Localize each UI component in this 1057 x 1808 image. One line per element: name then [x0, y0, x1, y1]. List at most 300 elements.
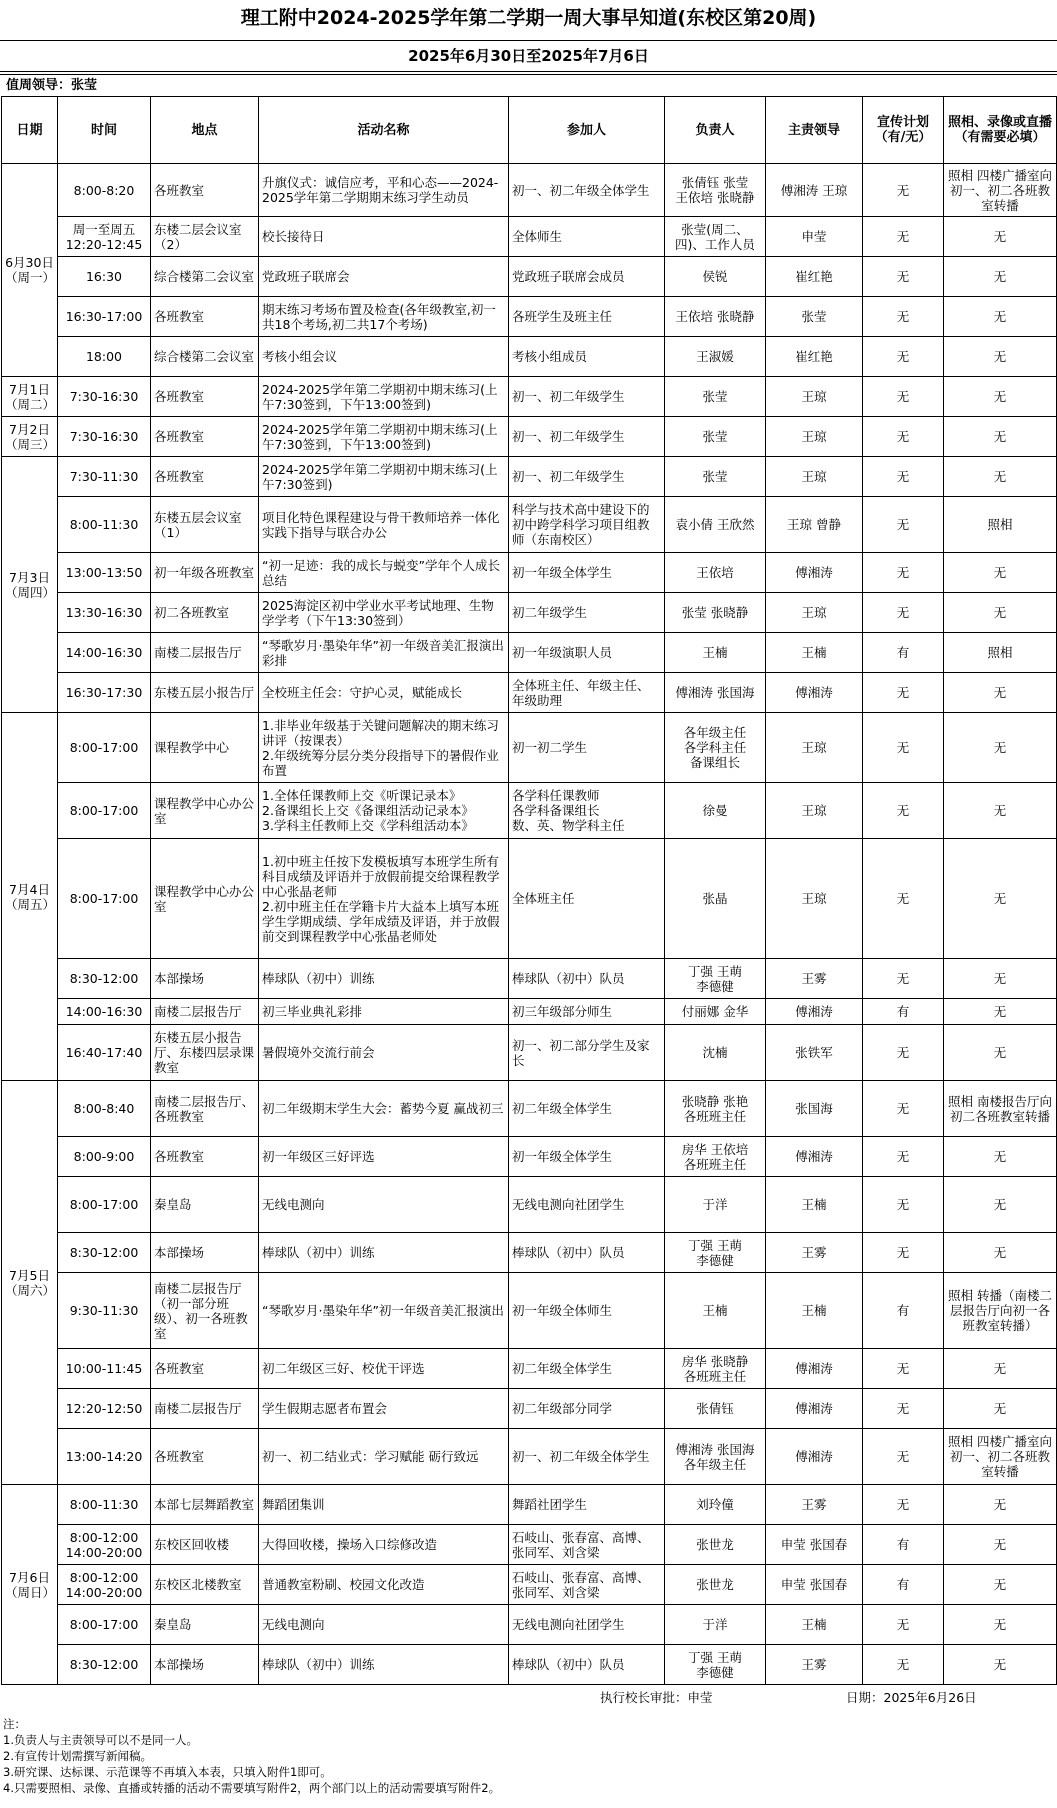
cell-responsible: 张莹 — [665, 377, 766, 417]
cell-media: 无 — [944, 673, 1057, 713]
cell-participants: 初一、初二年级学生 — [509, 457, 665, 497]
cell-lead: 王琼 曾静 — [766, 497, 863, 553]
cell-time: 13:30-16:30 — [58, 593, 151, 633]
cell-lead: 王琼 — [766, 457, 863, 497]
cell-publicity: 有 — [863, 1565, 944, 1605]
cell-activity: 初三毕业典礼彩排 — [259, 999, 509, 1025]
header-responsible: 负责人 — [665, 97, 766, 164]
table-row — [2, 377, 1057, 417]
cell-participants: 考核小组成员 — [509, 337, 665, 377]
table-row — [2, 1081, 1057, 1137]
cell-publicity: 无 — [863, 1389, 944, 1429]
cell-publicity: 无 — [863, 257, 944, 297]
cell-time: 8:00-11:30 — [58, 497, 151, 553]
cell-date: 6月30日 （周一） — [2, 164, 58, 377]
table-row — [2, 1273, 1057, 1349]
cell-publicity: 有 — [863, 1273, 944, 1349]
cell-time: 9:30-11:30 — [58, 1273, 151, 1349]
cell-publicity: 无 — [863, 1485, 944, 1525]
cell-place: 本部操场 — [151, 1645, 259, 1685]
cell-participants: 初一、初二年级学生 — [509, 417, 665, 457]
cell-lead: 王琼 — [766, 713, 863, 783]
cell-responsible: 张莹(周二、四)、工作人员 — [665, 217, 766, 257]
cell-media: 无 — [944, 1485, 1057, 1525]
cell-activity: 暑假境外交流行前会 — [259, 1025, 509, 1081]
cell-time: 7:30-11:30 — [58, 457, 151, 497]
header-activity: 活动名称 — [259, 97, 509, 164]
table-row — [2, 633, 1057, 673]
header-publicity: 宣传计划 （有/无） — [863, 97, 944, 164]
table-row — [2, 297, 1057, 337]
cell-media: 无 — [944, 959, 1057, 999]
cell-activity: 初二年级区三好、校优干评选 — [259, 1349, 509, 1389]
cell-media: 无 — [944, 1025, 1057, 1081]
cell-responsible: 张世龙 — [665, 1525, 766, 1565]
cell-responsible: 王依培 张晓静 — [665, 297, 766, 337]
cell-lead: 王琼 — [766, 839, 863, 959]
cell-media: 无 — [944, 783, 1057, 839]
cell-media: 无 — [944, 999, 1057, 1025]
table-row — [2, 553, 1057, 593]
cell-media: 无 — [944, 593, 1057, 633]
cell-place: 南楼二层报告厅 — [151, 999, 259, 1025]
cell-media: 无 — [944, 1233, 1057, 1273]
cell-lead: 王楠 — [766, 633, 863, 673]
cell-lead: 王琼 — [766, 593, 863, 633]
cell-media: 照相 — [944, 497, 1057, 553]
cell-place: 各班教室 — [151, 1137, 259, 1177]
cell-place: 秦皇岛 — [151, 1605, 259, 1645]
cell-activity: 1.初中班主任按下发模板填写本班学生所有科目成绩及评语并于放假前提交给课程教学中心张晶老师 2.初中班主任在学籍卡片大益本上填写本班学生学期成绩、学年成绩及评语，并于放假前交到课程教学中心张晶老师处 — [259, 839, 509, 959]
cell-participants: 初一、初二年级全体学生 — [509, 164, 665, 217]
cell-participants: 无线电测向社团学生 — [509, 1605, 665, 1645]
table-row — [2, 1645, 1057, 1685]
cell-responsible: 刘玲僮 — [665, 1485, 766, 1525]
cell-activity: 1.全体任课教师上交《听课记录本》 2.备课组长上交《备课组活动记录本》 3.学科主任教师上交《学科组活动本》 — [259, 783, 509, 839]
cell-participants: 全体班主任、年级主任、年级助理 — [509, 673, 665, 713]
header-participants: 参加人 — [509, 97, 665, 164]
cell-publicity: 无 — [863, 1081, 944, 1137]
cell-time: 8:00-17:00 — [58, 839, 151, 959]
cell-place: 南楼二层报告厅 — [151, 633, 259, 673]
cell-time: 8:00-17:00 — [58, 1605, 151, 1645]
cell-activity: 初一、初二结业式：学习赋能 砺行致远 — [259, 1429, 509, 1485]
table-row — [2, 1485, 1057, 1525]
cell-date: 7月4日 （周五） — [2, 713, 58, 1081]
cell-time: 14:00-16:30 — [58, 999, 151, 1025]
cell-time: 18:00 — [58, 337, 151, 377]
cell-time: 16:40-17:40 — [58, 1025, 151, 1081]
cell-publicity: 无 — [863, 713, 944, 783]
cell-responsible: 丁强 王萌 李德健 — [665, 1645, 766, 1685]
cell-responsible: 张莹 张晓静 — [665, 593, 766, 633]
cell-lead: 王琼 — [766, 417, 863, 457]
cell-place: 各班教室 — [151, 457, 259, 497]
cell-activity: 2024-2025学年第二学期初中期末练习(上午7:30签到) — [259, 457, 509, 497]
cell-publicity: 无 — [863, 377, 944, 417]
table-row — [2, 164, 1057, 217]
schedule-body — [2, 164, 1057, 1685]
cell-responsible: 房华 张晓静 各班班主任 — [665, 1349, 766, 1389]
header-media: 照相、录像或直播（有需要必填） — [944, 97, 1057, 164]
cell-participants: 党政班子联席会成员 — [509, 257, 665, 297]
cell-place: 课程教学中心 — [151, 713, 259, 783]
cell-participants: 石岐山、张春富、高博、张同军、刘含梁 — [509, 1565, 665, 1605]
cell-time: 8:30-12:00 — [58, 1645, 151, 1685]
cell-responsible: 各年级主任 各学科主任 备课组长 — [665, 713, 766, 783]
cell-responsible: 丁强 王萌 李德健 — [665, 959, 766, 999]
cell-activity: 棒球队（初中）训练 — [259, 1233, 509, 1273]
header-row — [2, 97, 1057, 164]
cell-place: 本部操场 — [151, 1233, 259, 1273]
cell-date: 7月6日 （周日） — [2, 1485, 58, 1685]
cell-time: 12:20-12:50 — [58, 1389, 151, 1429]
cell-time: 7:30-16:30 — [58, 377, 151, 417]
table-row — [2, 839, 1057, 959]
cell-media: 无 — [944, 377, 1057, 417]
table-row — [2, 1233, 1057, 1273]
table-row — [2, 497, 1057, 553]
cell-media: 无 — [944, 457, 1057, 497]
cell-date: 7月5日 （周六） — [2, 1081, 58, 1485]
table-row — [2, 1025, 1057, 1081]
cell-lead: 张铁军 — [766, 1025, 863, 1081]
cell-time: 13:00-14:20 — [58, 1429, 151, 1485]
cell-responsible: 张世龙 — [665, 1565, 766, 1605]
cell-participants: 初一年级演职人员 — [509, 633, 665, 673]
cell-time: 14:00-16:30 — [58, 633, 151, 673]
cell-publicity: 无 — [863, 457, 944, 497]
cell-participants: 全体班主任 — [509, 839, 665, 959]
cell-media: 照相 南楼报告厅向初二各班教室转播 — [944, 1081, 1057, 1137]
cell-lead: 王雾 — [766, 959, 863, 999]
table-row — [2, 1349, 1057, 1389]
cell-lead: 申莹 — [766, 217, 863, 257]
cell-place: 各班教室 — [151, 417, 259, 457]
cell-participants: 棒球队（初中）队员 — [509, 959, 665, 999]
table-row — [2, 1429, 1057, 1485]
cell-activity: 2025海淀区初中学业水平考试地理、生物学学考（下午13:30签到） — [259, 593, 509, 633]
cell-participants: 棒球队（初中）队员 — [509, 1645, 665, 1685]
cell-lead: 王楠 — [766, 1177, 863, 1233]
cell-place: 南楼二层报告厅、各班教室 — [151, 1081, 259, 1137]
cell-participants: 舞蹈社团学生 — [509, 1485, 665, 1525]
cell-participants: 科学与技术高中建设下的初中跨学科学习项目组教师（东南校区） — [509, 497, 665, 553]
cell-responsible: 傅湘涛 张国海 — [665, 673, 766, 713]
cell-responsible: 张倩钰 张莹 王依培 张晓静 — [665, 164, 766, 217]
cell-activity: “琴歌岁月·墨染年华”初一年级音美汇报演出 — [259, 1273, 509, 1349]
table-row — [2, 1525, 1057, 1565]
table-row — [2, 1177, 1057, 1233]
header-time: 时间 — [58, 97, 151, 164]
cell-place: 本部七层舞蹈教室 — [151, 1485, 259, 1525]
cell-place: 各班教室 — [151, 297, 259, 337]
cell-publicity: 无 — [863, 1137, 944, 1177]
header-place: 地点 — [151, 97, 259, 164]
header-date: 日期 — [2, 97, 58, 164]
cell-lead: 傅湘涛 — [766, 999, 863, 1025]
cell-lead: 王雾 — [766, 1645, 863, 1685]
cell-responsible: 付丽娜 金华 — [665, 999, 766, 1025]
cell-time: 8:00-8:20 — [58, 164, 151, 217]
cell-date: 7月1日 （周二） — [2, 377, 58, 417]
cell-place: 东楼五层会议室（1） — [151, 497, 259, 553]
cell-publicity: 无 — [863, 839, 944, 959]
cell-place: 东楼二层会议室（2） — [151, 217, 259, 257]
cell-media: 无 — [944, 839, 1057, 959]
cell-media: 无 — [944, 1177, 1057, 1233]
cell-activity: 无线电测向 — [259, 1605, 509, 1645]
cell-publicity: 无 — [863, 1025, 944, 1081]
cell-activity: 无线电测向 — [259, 1177, 509, 1233]
cell-place: 秦皇岛 — [151, 1177, 259, 1233]
cell-place: 本部操场 — [151, 959, 259, 999]
cell-date: 7月3日 （周四） — [2, 457, 58, 713]
cell-lead: 傅湘涛 — [766, 553, 863, 593]
cell-place: 南楼二层报告厅 — [151, 1389, 259, 1429]
cell-media: 无 — [944, 337, 1057, 377]
cell-responsible: 沈楠 — [665, 1025, 766, 1081]
cell-participants: 无线电测向社团学生 — [509, 1177, 665, 1233]
cell-activity: 大得回收楼，操场入口综修改造 — [259, 1525, 509, 1565]
cell-participants: 石岐山、张春富、高博、张同军、刘含梁 — [509, 1525, 665, 1565]
cell-responsible: 张莹 — [665, 417, 766, 457]
cell-lead: 张国海 — [766, 1081, 863, 1137]
cell-media: 无 — [944, 257, 1057, 297]
cell-activity: 棒球队（初中）训练 — [259, 959, 509, 999]
table-row — [2, 713, 1057, 783]
table-row — [2, 999, 1057, 1025]
cell-publicity: 有 — [863, 999, 944, 1025]
note-line: 注： — [3, 1717, 26, 1731]
cell-place: 东楼五层小报告厅 — [151, 673, 259, 713]
cell-time: 10:00-11:45 — [58, 1349, 151, 1389]
cell-place: 初二各班教室 — [151, 593, 259, 633]
notes — [3, 1716, 500, 1796]
table-row — [2, 457, 1057, 497]
note-line: 2.有宣传计划需撰写新闻稿。 — [3, 1749, 152, 1763]
cell-participants: 初一、初二部分学生及家长 — [509, 1025, 665, 1081]
cell-activity: “初一足迹：我的成长与蜕变”学年个人成长总结 — [259, 553, 509, 593]
cell-activity: 校长接待日 — [259, 217, 509, 257]
note-line: 1.负责人与主责领导可以不是同一人。 — [3, 1733, 198, 1747]
date-range: 2025年6月30日至2025年7月6日 — [0, 40, 1057, 72]
cell-lead: 王楠 — [766, 1273, 863, 1349]
cell-responsible: 王楠 — [665, 633, 766, 673]
approval: 执行校长审批：申莹 — [600, 1690, 713, 1705]
cell-media: 无 — [944, 1349, 1057, 1389]
cell-time: 周一至周五 12:20-12:45 — [58, 217, 151, 257]
cell-participants: 各班学生及班主任 — [509, 297, 665, 337]
table-row — [2, 417, 1057, 457]
table-row — [2, 593, 1057, 633]
cell-place: 东楼五层小报告厅、东楼四层录课教室 — [151, 1025, 259, 1081]
cell-time: 8:00-17:00 — [58, 1177, 151, 1233]
cell-publicity: 无 — [863, 417, 944, 457]
note-line: 4.只需要照相、录像、直播或转播的活动不需要填写附件2，两个部门以上的活动需要填写附件2。 — [3, 1781, 501, 1795]
cell-lead: 傅湘涛 — [766, 1389, 863, 1429]
cell-place: 南楼二层报告厅（初一部分班级）、初一各班教室 — [151, 1273, 259, 1349]
cell-place: 课程教学中心办公室 — [151, 783, 259, 839]
cell-activity: 1.非毕业年级基于关键问题解决的期末练习讲评（按课表） 2.年级统筹分层分类分段指导下的暑假作业布置 — [259, 713, 509, 783]
cell-publicity: 无 — [863, 553, 944, 593]
cell-time: 16:30-17:00 — [58, 297, 151, 337]
duty-leader: 值周领导：张莹 — [0, 74, 1057, 96]
cell-lead: 王雾 — [766, 1485, 863, 1525]
cell-responsible: 徐曼 — [665, 783, 766, 839]
cell-responsible: 张莹 — [665, 457, 766, 497]
table-row — [2, 217, 1057, 257]
cell-publicity: 有 — [863, 1525, 944, 1565]
cell-lead: 王琼 — [766, 377, 863, 417]
cell-time: 8:00-12:00 14:00-20:00 — [58, 1525, 151, 1565]
cell-time: 16:30-17:30 — [58, 673, 151, 713]
cell-media: 无 — [944, 297, 1057, 337]
cell-publicity: 无 — [863, 297, 944, 337]
cell-participants: 初三年级部分师生 — [509, 999, 665, 1025]
cell-time: 16:30 — [58, 257, 151, 297]
cell-activity: 期末练习考场布置及检查(各年级教室,初一共18个考场,初二共17个考场) — [259, 297, 509, 337]
cell-lead: 王雾 — [766, 1233, 863, 1273]
cell-publicity: 无 — [863, 164, 944, 217]
cell-lead: 申莹 张国春 — [766, 1525, 863, 1565]
cell-media: 照相 转播（南楼二层报告厅向初一各班教室转播） — [944, 1273, 1057, 1349]
cell-time: 8:30-12:00 — [58, 1233, 151, 1273]
cell-participants: 初一年级全体师生 — [509, 1273, 665, 1349]
cell-activity: 全校班主任会：守护心灵，赋能成长 — [259, 673, 509, 713]
cell-publicity: 无 — [863, 217, 944, 257]
cell-activity: “琴歌岁月·墨染年华”初一年级音美汇报演出彩排 — [259, 633, 509, 673]
cell-place: 各班教室 — [151, 377, 259, 417]
cell-publicity: 无 — [863, 1233, 944, 1273]
cell-responsible: 袁小倩 王欣然 — [665, 497, 766, 553]
cell-activity: 考核小组会议 — [259, 337, 509, 377]
cell-responsible: 王楠 — [665, 1273, 766, 1349]
cell-publicity: 无 — [863, 1645, 944, 1685]
cell-activity: 2024-2025学年第二学期初中期末练习(上午7:30签到，下午13:00签到) — [259, 417, 509, 457]
cell-participants: 初一、初二年级全体学生 — [509, 1429, 665, 1485]
cell-activity: 棒球队（初中）训练 — [259, 1645, 509, 1685]
table-row — [2, 1389, 1057, 1429]
cell-lead: 傅湘涛 — [766, 673, 863, 713]
cell-lead: 申莹 张国春 — [766, 1565, 863, 1605]
cell-date: 7月2日 （周三） — [2, 417, 58, 457]
cell-time: 8:00-9:00 — [58, 1137, 151, 1177]
cell-place: 各班教室 — [151, 1349, 259, 1389]
cell-media: 无 — [944, 217, 1057, 257]
page-title: 理工附中2024-2025学年第二学期一周大事早知道(东校区第20周) — [240, 7, 817, 29]
cell-place: 各班教室 — [151, 164, 259, 217]
cell-publicity: 无 — [863, 337, 944, 377]
cell-activity: 学生假期志愿者布置会 — [259, 1389, 509, 1429]
table-row — [2, 257, 1057, 297]
cell-media: 无 — [944, 1389, 1057, 1429]
cell-time: 8:00-12:00 14:00-20:00 — [58, 1565, 151, 1605]
cell-media: 照相 四楼广播室向初一、初二各班教室转播 — [944, 164, 1057, 217]
cell-publicity: 无 — [863, 593, 944, 633]
cell-activity: 初一年级区三好评选 — [259, 1137, 509, 1177]
cell-publicity: 无 — [863, 783, 944, 839]
cell-responsible: 于洋 — [665, 1605, 766, 1645]
cell-participants: 初二年级部分同学 — [509, 1389, 665, 1429]
cell-participants: 全体师生 — [509, 217, 665, 257]
cell-media: 无 — [944, 553, 1057, 593]
cell-lead: 崔红艳 — [766, 337, 863, 377]
cell-responsible: 张倩钰 — [665, 1389, 766, 1429]
cell-publicity: 无 — [863, 959, 944, 999]
cell-publicity: 有 — [863, 633, 944, 673]
cell-participants: 初一年级全体学生 — [509, 1137, 665, 1177]
cell-time: 8:00-11:30 — [58, 1485, 151, 1525]
note-line: 3.研究课、达标课、示范课等不再填入本表，只填入附件1即可。 — [3, 1765, 332, 1779]
cell-participants: 棒球队（初中）队员 — [509, 1233, 665, 1273]
cell-time: 7:30-16:30 — [58, 417, 151, 457]
cell-activity: 党政班子联席会 — [259, 257, 509, 297]
cell-lead: 王琼 — [766, 783, 863, 839]
cell-responsible: 傅湘涛 张国海 各年级主任 — [665, 1429, 766, 1485]
cell-lead: 王楠 — [766, 1605, 863, 1645]
cell-time: 13:00-13:50 — [58, 553, 151, 593]
cell-activity: 初二年级期末学生大会：蓄势今夏 赢战初三 — [259, 1081, 509, 1137]
table-row — [2, 959, 1057, 999]
cell-place: 综合楼第二会议室 — [151, 337, 259, 377]
cell-responsible: 房华 王依培 各班班主任 — [665, 1137, 766, 1177]
cell-responsible: 王依培 — [665, 553, 766, 593]
cell-time: 8:00-17:00 — [58, 713, 151, 783]
cell-lead: 傅湘涛 王琼 — [766, 164, 863, 217]
cell-publicity: 无 — [863, 1605, 944, 1645]
cell-participants: 初二年级学生 — [509, 593, 665, 633]
cell-media: 照相 四楼广播室向初一、初二各班教室转播 — [944, 1429, 1057, 1485]
cell-participants: 初二年级全体学生 — [509, 1349, 665, 1389]
cell-time: 8:00-8:40 — [58, 1081, 151, 1137]
cell-media: 无 — [944, 1645, 1057, 1685]
cell-place: 东校区北楼教室 — [151, 1565, 259, 1605]
table-row — [2, 1565, 1057, 1605]
cell-responsible: 张晓静 张艳 各班班主任 — [665, 1081, 766, 1137]
cell-activity: 普通教室粉刷、校园文化改造 — [259, 1565, 509, 1605]
cell-responsible: 于洋 — [665, 1177, 766, 1233]
schedule-table — [1, 96, 1057, 1685]
cell-responsible: 王淑媛 — [665, 337, 766, 377]
cell-lead: 傅湘涛 — [766, 1137, 863, 1177]
cell-lead: 崔红艳 — [766, 257, 863, 297]
cell-publicity: 无 — [863, 1177, 944, 1233]
cell-lead: 张莹 — [766, 297, 863, 337]
cell-media: 无 — [944, 1525, 1057, 1565]
cell-media: 无 — [944, 417, 1057, 457]
cell-participants: 各学科任课教师 各学科备课组长 数、英、物学科主任 — [509, 783, 665, 839]
cell-lead: 傅湘涛 — [766, 1429, 863, 1485]
header-lead: 主责领导 — [766, 97, 863, 164]
table-row — [2, 1605, 1057, 1645]
cell-lead: 傅湘涛 — [766, 1349, 863, 1389]
cell-media: 无 — [944, 713, 1057, 783]
cell-activity: 项目化特色课程建设与骨干教师培养一体化实践下指导与联合办公 — [259, 497, 509, 553]
cell-activity: 升旗仪式：诚信应考，平和心态——2024-2025学年第二学期期末练习学生动员 — [259, 164, 509, 217]
cell-publicity: 无 — [863, 673, 944, 713]
cell-time: 8:30-12:00 — [58, 959, 151, 999]
cell-publicity: 无 — [863, 1349, 944, 1389]
cell-publicity: 无 — [863, 1429, 944, 1485]
table-row — [2, 1137, 1057, 1177]
cell-time: 8:00-17:00 — [58, 783, 151, 839]
cell-activity: 舞蹈团集训 — [259, 1485, 509, 1525]
cell-publicity: 无 — [863, 497, 944, 553]
cell-place: 各班教室 — [151, 1429, 259, 1485]
cell-responsible: 丁强 王萌 李德健 — [665, 1233, 766, 1273]
cell-participants: 初一、初二年级学生 — [509, 377, 665, 417]
